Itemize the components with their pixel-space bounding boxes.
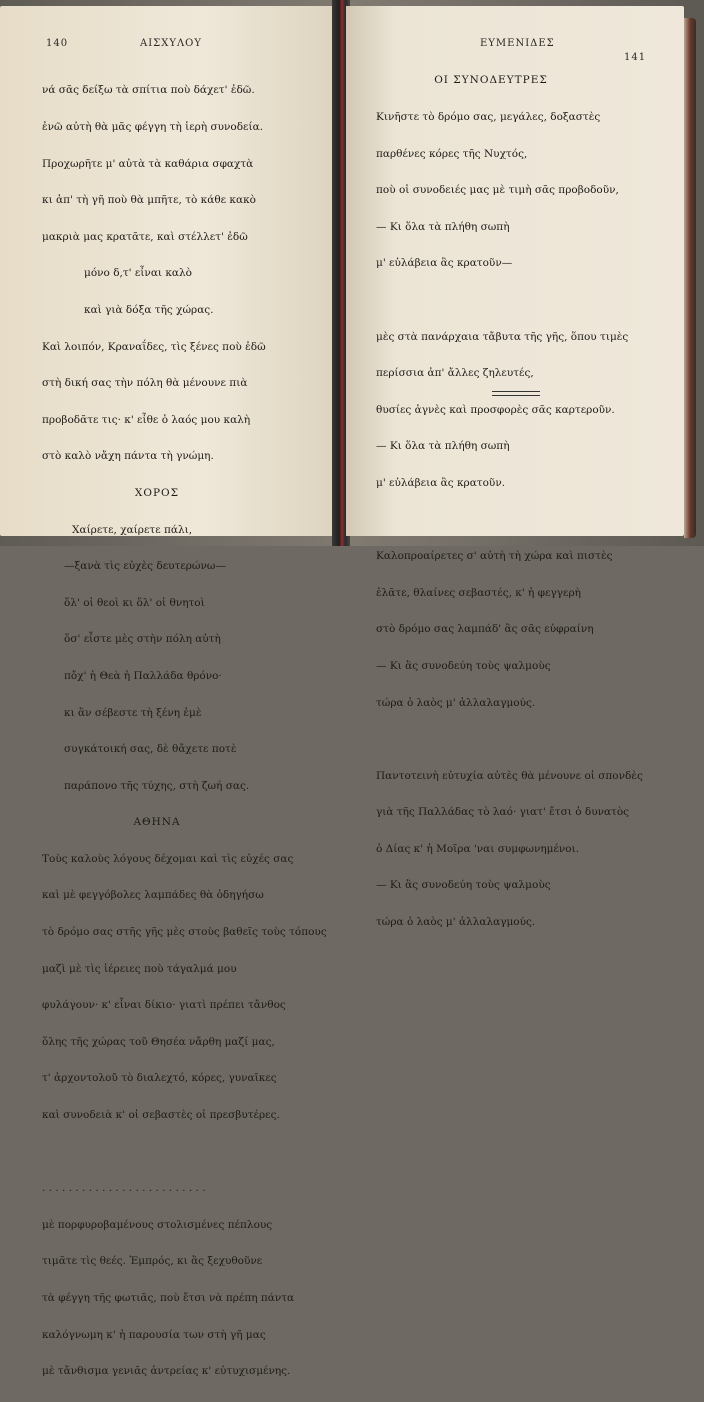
text-line: καὶ συνοδειὰ κ' οἱ σεβαστὲς οἱ πρεσβυτέρες. [42,1109,280,1122]
text-line: μαζὶ μὲ τὶς ἱέρειες ποὺ τάγαλμά μου [42,962,237,975]
blank-line [376,733,643,745]
text-line: Κινῆστε τὸ δρόμο σας, μεγάλες, δοξαστὲς [376,111,601,123]
text-line: — Κι ἂς συνοδεύη τοὺς ψαλμοὺς [376,659,551,672]
running-head-left: ΑΙΣΧΥΛΟΥ [140,38,202,49]
end-rule [492,391,540,396]
text-line: στὸ δρόμο σας λαμπάδ' ἂς σᾶς εὐφραίνη [376,623,594,636]
text-line: μόνο δ,τ' εἶναι καλὸ [84,267,192,280]
text-line: περίσσια ἀπ' ἄλλες ζηλευτές, [376,367,534,380]
page-number-right: 141 [624,52,647,63]
text-line: Προχωρῆτε μ' αὐτὰ τὰ καθάρια σφαχτὰ [42,157,254,170]
text-line: τὸ δρόμο σας στῆς γῆς μὲς στοὺς βαθεῖς τοὺς τόπους [42,926,327,939]
text-line: καὶ μὲ φεγγόβολες λαμπάδες θὰ ὁδηγήσω [42,889,264,902]
text-line: στὸ καλὸ νἄχη πάντα τὴ γνώμη. [42,450,214,463]
text-line: προβοδᾶτε τις· κ' εἶθε ὁ λαός μου καλὴ [42,413,251,426]
right-page [346,6,684,929]
text-line: τ' ἀρχοντολοῦ τὸ διαλεχτό, κόρες, γυναῖκες [42,1072,277,1085]
speaker-label-athena: ΑΘΗΝΑ [133,816,181,829]
ellipsis-dots: . . . . . . . . . . . . . . . . . . . . . . . . . [42,1182,206,1195]
text-line: στὴ δική σας τὴν πόλη θὰ μένουνε πιὰ [42,377,248,390]
text-line: καλόγνωμη κ' ἡ παρουσία των στὴ γῆ μας [42,1328,266,1341]
text-line: θυσίες ἁγνὲς καὶ προσφορὲς σᾶς καρτεροῦν. [376,403,615,416]
text-line: κι ἀπ' τὴ γῆ ποὺ θὰ μπῆτε, τὸ κάθε κακὸ [42,194,256,207]
text-line: γιὰ τῆς Παλλάδας τὸ λαό· γιατ' ἔτσι ὁ δυνατὸς [376,806,630,819]
left-text-block [42,60,327,1402]
text-line: Καὶ λοιπόν, Κραναΐδες, τὶς ξένες ποὺ ἐδῶ [42,340,266,353]
text-line: ὅσ' εἶστε μὲς στὴν πόλη αὐτὴ [64,633,221,646]
text-line: μὲ τἄνθισμα γενιᾶς ἀντρείας κ' εὐτυχισμένης. [42,1365,291,1378]
text-line: πὄχ' ἡ Θεὰ ἡ Παλλάδα θρόνο· [64,669,222,682]
text-line: μὲ πορφυροβαμένους στολισμένες πέπλους [42,1218,273,1231]
text-line: τώρα ὁ λαὸς μ' ἀλλαλαγμούς. [376,916,536,929]
speaker-label-chorus: ΧΟΡΟΣ [134,486,180,499]
text-line: νά σᾶς δείξω τὰ σπίτια ποὺ δάχετ' ἐδῶ. [42,84,255,97]
text-line: κι ἂν σέβεστε τὴ ξένη ἐμὲ [64,706,202,719]
text-line: παρθένες κόρες τῆς Νυχτός, [376,147,528,160]
speaker-label-escorts: ΟΙ ΣΥΝΟΔΕΥΤΡΕΣ [434,74,548,87]
text-line: —ξανὰ τὶς εὐχὲς δευτερώνω— [64,560,226,573]
right-text-block [376,50,643,953]
text-line: μ' εὐλάβεια ἂς κρατοῦν. [376,476,506,489]
text-line: ἐλᾶτε, θλαίνες σεβαστές, κ' ἡ φεγγερὴ [376,586,581,599]
text-line: συγκάτοική σας, δὲ θἄχετε ποτὲ [64,743,237,756]
text-line: φυλάγουν· κ' εἶναι δίκιο· γιατὶ πρέπει τἄνθος [42,999,286,1012]
blank-line [376,514,643,526]
text-line: παράπονο τῆς τύχης, στὴ ζωή σας. [64,779,250,792]
text-line: Χαίρετε, χαίρετε πάλι, [72,523,193,536]
text-line: Παντοτεινὴ εὐτυχία αὐτὲς θὰ μένουνε οἱ σπονδὲς [376,769,643,782]
text-line: — Κι ὅλα τὰ πλήθη σωπὴ [376,220,510,233]
text-line: ἐνῶ αὐτὴ θὰ μᾶς φέγγη τὴ ἱερὴ συνοδεία. [42,121,264,133]
text-line: ποὺ οἱ συνοδειές μας μὲ τιμὴ σᾶς προβοδοῦν, [376,184,619,197]
text-line: τιμᾶτε τὶς θεές. Ἐμπρός, κι ἂς ξεχυθοῦνε [42,1255,263,1268]
blank-line [376,294,643,306]
text-line: Τοὺς καλοὺς λόγους δέχομαι καὶ τὶς εὐχές σας [42,852,294,865]
running-head-right: ΕΥΜΕΝΙΔΕΣ [480,38,555,49]
page-number-left: 140 [46,38,69,49]
text-line: — Κι ἂς συνοδεύη τοὺς ψαλμοὺς [376,879,551,892]
text-line: — Κι ὅλα τὰ πλήθη σωπὴ [376,440,510,453]
text-line: μακριὰ μας κρατᾶτε, καὶ στέλλετ' ἐδῶ [42,230,248,243]
book-cover-edge [684,18,696,538]
text-line: Καλοπροαίρετες σ' αὐτὴ τὴ χώρα καὶ πιστὲς [376,550,613,563]
text-line: μ' εὐλάβεια ἂς κρατοῦν— [376,257,513,270]
text-line: μὲς στὰ πανάρχαια τἄβυτα τῆς γῆς, ὅπου τιμὲς [376,330,629,343]
text-line: τώρα ὁ λαὸς μ' ἀλλαλαγμούς. [376,696,536,709]
text-line: τὰ φέγγη τῆς φωτιᾶς, ποὺ ἔτσι νὰ πρέπη πάντα [42,1292,295,1304]
blank-line [42,1146,327,1158]
text-line: καὶ γιὰ δόξα τῆς χώρας. [84,303,214,316]
left-page [0,6,338,1378]
text-line: ὅλ' οἱ θεοὶ κι ὅλ' οἱ θνητοὶ [64,596,205,609]
text-line: ὅλης τῆς χώρας τοῦ Θησέα νἄρθη μαζί μας, [42,1035,275,1048]
text-line: ὁ Δίας κ' ἡ Μοῖρα 'ναι συμφωνημένοι. [376,842,580,855]
